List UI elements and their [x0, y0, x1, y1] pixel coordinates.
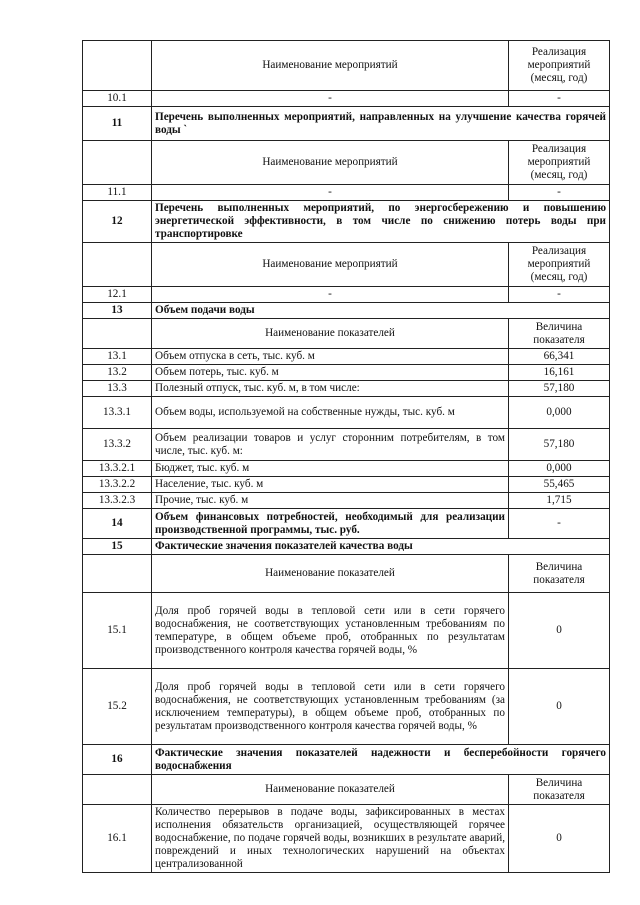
section-num: 13	[83, 303, 152, 319]
row-value: 66,341	[509, 349, 610, 365]
row-num: 15.2	[83, 669, 152, 745]
table-header-row	[83, 243, 610, 287]
table-row	[83, 365, 610, 381]
table-row	[83, 429, 610, 461]
row-num: 13.3.2.1	[83, 461, 152, 477]
section-title-row	[83, 539, 610, 555]
row-num: 15.1	[83, 593, 152, 669]
table-header-row	[83, 319, 610, 349]
header-value-cell: Величина показателя	[509, 555, 610, 593]
production-program-table	[82, 40, 610, 873]
row-text: -	[152, 287, 509, 303]
row-value: -	[509, 287, 610, 303]
table-row	[83, 91, 610, 107]
row-text: Прочие, тыс. куб. м	[152, 493, 509, 509]
table-row	[83, 287, 610, 303]
section-title: Объем финансовых потребностей, необходимый для реализации производственной программы, тыс. руб.	[152, 509, 509, 539]
table-header-row	[83, 41, 610, 91]
row-num: 13.3.2.3	[83, 493, 152, 509]
row-text: Бюджет, тыс. куб. м	[152, 461, 509, 477]
header-value-cell: Реализация мероприятий (месяц, год)	[509, 141, 610, 185]
section-num: 15	[83, 539, 152, 555]
row-value: 16,161	[509, 365, 610, 381]
header-name-cell: Наименование мероприятий	[152, 41, 509, 91]
table-row	[83, 381, 610, 397]
section-title-row	[83, 107, 610, 141]
row-value: 0	[509, 669, 610, 745]
row-value: 55,465	[509, 477, 610, 493]
header-num-cell	[83, 41, 152, 91]
row-num: 13.2	[83, 365, 152, 381]
row-num: 13.3.1	[83, 397, 152, 429]
row-value: -	[509, 185, 610, 201]
table-row	[83, 397, 610, 429]
section-title: Перечень выполненных мероприятий, по энергосбережению и повышению энергетической эффективности, в том числе по снижению потерь воды при транспортировке	[152, 201, 610, 243]
table-row	[83, 477, 610, 493]
table-header-row	[83, 555, 610, 593]
row-num: 10.1	[83, 91, 152, 107]
row-num: 13.3	[83, 381, 152, 397]
section-title-row	[83, 303, 610, 319]
table-row	[83, 593, 610, 669]
row-value: 1,715	[509, 493, 610, 509]
row-value: 0,000	[509, 397, 610, 429]
header-name-cell: Наименование показателей	[152, 775, 509, 805]
row-text: Доля проб горячей воды в тепловой сети или в сети горячего водоснабжения, не соответствующих установленным требованиям (за исключением температуры), в общем объеме проб, отобранных по результатам производственного контроля качества горячей воды, %	[152, 669, 509, 745]
table-row	[83, 461, 610, 477]
header-num-cell	[83, 555, 152, 593]
table-row	[83, 349, 610, 365]
section-title: Объем подачи воды	[152, 303, 610, 319]
header-name-cell: Наименование мероприятий	[152, 243, 509, 287]
row-text: Население, тыс. куб. м	[152, 477, 509, 493]
row-num: 11.1	[83, 185, 152, 201]
table-header-row	[83, 141, 610, 185]
header-value-cell: Величина показателя	[509, 775, 610, 805]
row-value: -	[509, 91, 610, 107]
header-num-cell	[83, 319, 152, 349]
section-title: Фактические значения показателей качества воды	[152, 539, 610, 555]
section-num: 16	[83, 745, 152, 775]
table-row	[83, 493, 610, 509]
section-title: Фактические значения показателей надежности и бесперебойности горячего водоснабжения	[152, 745, 610, 775]
section-num: 14	[83, 509, 152, 539]
row-text: Объем потерь, тыс. куб. м	[152, 365, 509, 381]
row-text: -	[152, 185, 509, 201]
header-num-cell	[83, 243, 152, 287]
row-text: Объем реализации товаров и услуг сторонним потребителям, в том числе, тыс. куб. м:	[152, 429, 509, 461]
header-num-cell	[83, 775, 152, 805]
row-text: Объем воды, используемой на собственные нужды, тыс. куб. м	[152, 397, 509, 429]
table-row	[83, 669, 610, 745]
row-text: Объем отпуска в сеть, тыс. куб. м	[152, 349, 509, 365]
section-title-row	[83, 745, 610, 775]
row-value: 0,000	[509, 461, 610, 477]
row-num: 12.1	[83, 287, 152, 303]
section-title: Перечень выполненных мероприятий, направленных на улучшение качества горячей воды `	[152, 107, 610, 141]
table-header-row	[83, 775, 610, 805]
row-num: 16.1	[83, 805, 152, 873]
row-value: 57,180	[509, 381, 610, 397]
table-row	[83, 805, 610, 873]
header-value-cell: Величина показателя	[509, 319, 610, 349]
row-num: 13.3.2.2	[83, 477, 152, 493]
row-value: -	[509, 509, 610, 539]
row-text: Полезный отпуск, тыс. куб. м, в том числе:	[152, 381, 509, 397]
section-title-row	[83, 201, 610, 243]
row-num: 13.3.2	[83, 429, 152, 461]
document-page	[82, 40, 609, 873]
row-value: 0	[509, 593, 610, 669]
table-row	[83, 185, 610, 201]
row-text: Доля проб горячей воды в тепловой сети или в сети горячего водоснабжения, не соответствующих установленным требованиям по температуре, в общем объеме проб, отобранных по результатам производственного контроля качества горячей воды, %	[152, 593, 509, 669]
header-value-cell: Реализация мероприятий (месяц, год)	[509, 41, 610, 91]
row-value: 0	[509, 805, 610, 873]
row-value: 57,180	[509, 429, 610, 461]
header-name-cell: Наименование мероприятий	[152, 141, 509, 185]
row-num: 13.1	[83, 349, 152, 365]
row-text: Количество перерывов в подаче воды, зафиксированных в местах исполнения обязательств организацией, осуществляющей горячее водоснабжение, по подаче горячей воды, возникших в результате аварий, повреждений и иных технологических нарушений на объектах централизованной	[152, 805, 509, 873]
header-name-cell: Наименование показателей	[152, 319, 509, 349]
header-num-cell	[83, 141, 152, 185]
section-title-row	[83, 509, 610, 539]
section-num: 12	[83, 201, 152, 243]
section-num: 11	[83, 107, 152, 141]
header-name-cell: Наименование показателей	[152, 555, 509, 593]
header-value-cell: Реализация мероприятий (месяц, год)	[509, 243, 610, 287]
row-text: -	[152, 91, 509, 107]
